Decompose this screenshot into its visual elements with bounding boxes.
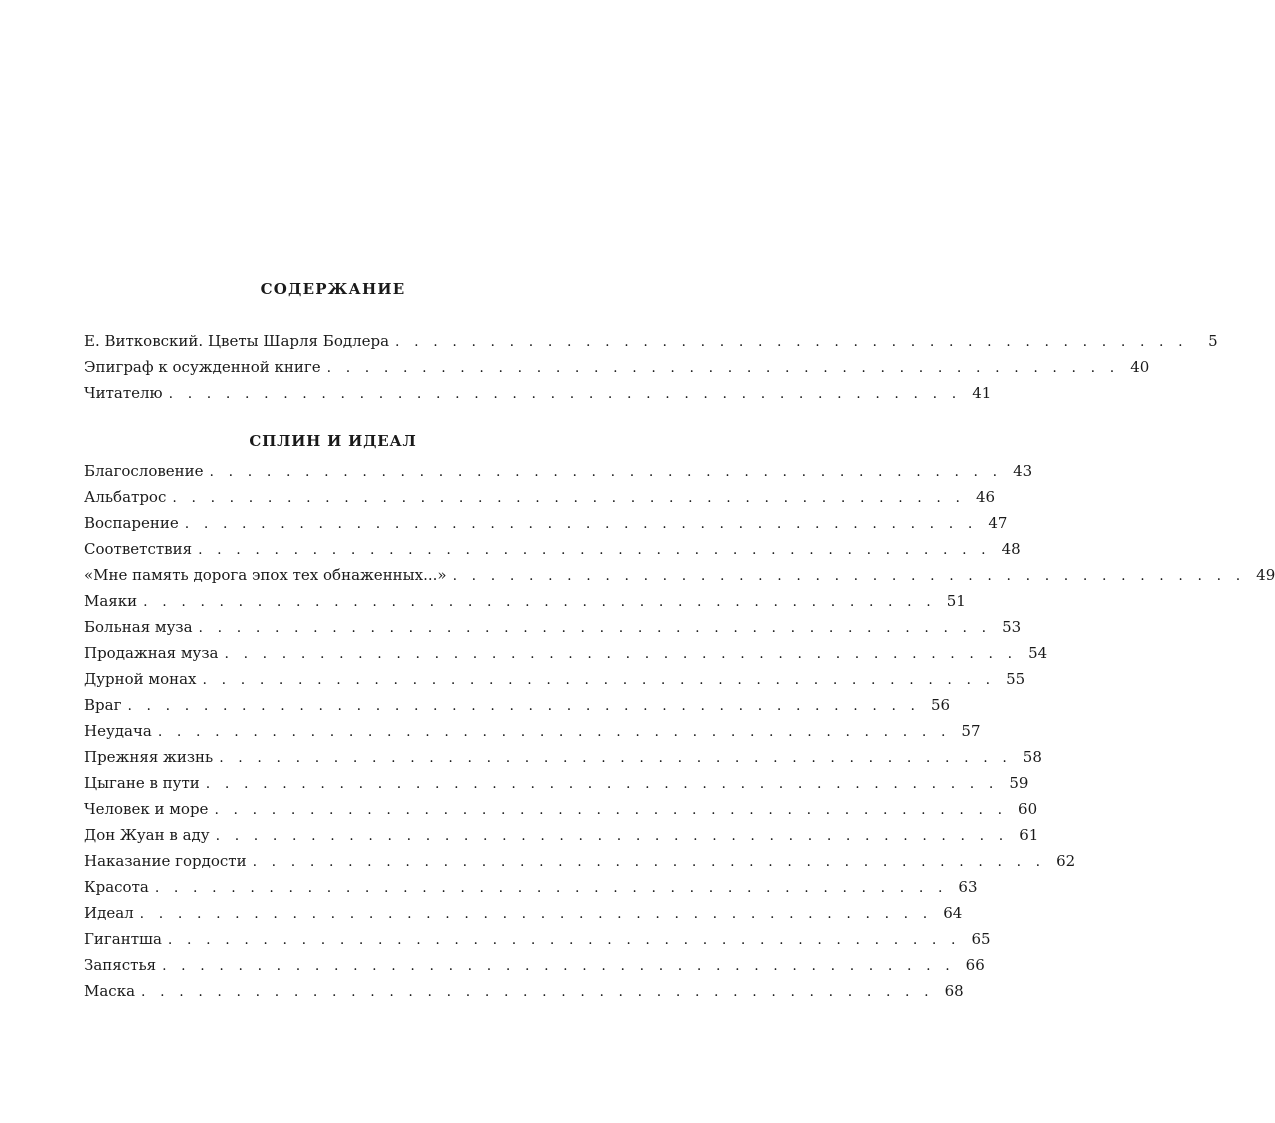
- toc-entry[interactable]: [84, 978, 964, 1004]
- dot-leader: . . . . . . . . . . . . . . . . . . . . . . . . . . . . . . . . . . . . . . . . . .: [209, 464, 1003, 480]
- dot-leader: . . . . . . . . . . . . . . . . . . . . . . . . . . . . . . . . . . . . . . . . . .: [157, 724, 951, 740]
- dot-leader: . . . . . . . . . . . . . . . . . . . . . . . . . . . . . . . . . . . . . . . . . .: [224, 646, 1018, 662]
- toc-entry-title: Альбатрос: [84, 488, 167, 506]
- toc-entry[interactable]: [84, 822, 1039, 848]
- toc-entry[interactable]: [84, 536, 1021, 562]
- dot-leader: . . . . . . . . . . . . . . . . . . . . . . . . . . . . . . . . . . . . . . . . . .: [395, 334, 1188, 350]
- dot-leader: . . . . . . . . . . . . . . . . . . . . . . . . . . . . . . . . . . . . . . . . . .: [143, 594, 936, 610]
- toc-entry-page-number: 58: [1022, 748, 1042, 766]
- toc-entry-title: Человек и море: [84, 800, 209, 818]
- toc-entry[interactable]: [84, 562, 1275, 588]
- toc-entry-page-number: 60: [1018, 800, 1038, 818]
- toc-entry-title: Враг: [84, 696, 122, 714]
- toc-entry[interactable]: [84, 718, 981, 744]
- toc-entry[interactable]: [84, 666, 1026, 692]
- toc-entry-title: Больная муза: [84, 618, 193, 636]
- toc-entry-page-number: 59: [1009, 774, 1029, 792]
- toc-entry[interactable]: [84, 848, 1076, 874]
- dot-leader: . . . . . . . . . . . . . . . . . . . . . . . . . . . . . . . . . . . . . . . . . .: [162, 958, 955, 974]
- toc-entry[interactable]: [84, 510, 1008, 536]
- toc-entry-page-number: 64: [943, 904, 963, 922]
- dot-leader: . . . . . . . . . . . . . . . . . . . . . . . . . . . . . . . . . . . . . . . . . .: [172, 490, 966, 506]
- toc-entry[interactable]: [84, 874, 978, 900]
- front-matter-list: [84, 328, 1218, 406]
- toc-entry-title: Читателю: [84, 384, 163, 402]
- dot-leader: . . . . . . . . . . . . . . . . . . . . . . . . . . . . . . . . . . . . . . . . . .: [202, 672, 996, 688]
- toc-entry-title: Продажная муза: [84, 644, 219, 662]
- toc-entry[interactable]: [84, 614, 1022, 640]
- dot-leader: . . . . . . . . . . . . . . . . . . . . . . . . . . . . . . . . . . . . . . . . . .: [198, 542, 991, 558]
- toc-entry-title: Неудача: [84, 722, 152, 740]
- dot-leader: . . . . . . . . . . . . . . . . . . . . . . . . . . . . . . . . . . . . . . . . . .: [184, 516, 978, 532]
- dot-leader: . . . . . . . . . . . . . . . . . . . . . . . . . . . . . . . . . . . . . . . . . .: [326, 360, 1120, 376]
- dot-leader: . . . . . . . . . . . . . . . . . . . . . . . . . . . . . . . . . . . . . . . . . .: [139, 906, 933, 922]
- toc-entry[interactable]: [84, 744, 1042, 770]
- dot-leader: . . . . . . . . . . . . . . . . . . . . . . . . . . . . . . . . . . . . . . . . . .: [215, 828, 1009, 844]
- toc-entry[interactable]: [84, 484, 996, 510]
- toc-entry-page-number: 57: [961, 722, 981, 740]
- section-title: СПЛИН И ИДЕАЛ: [249, 432, 417, 450]
- toc-entry-title: Гигантша: [84, 930, 162, 948]
- toc-entry-page-number: 63: [958, 878, 978, 896]
- toc-entry-title: Благословение: [84, 462, 204, 480]
- toc-entry[interactable]: [84, 640, 1048, 666]
- toc-entry-page-number: 41: [972, 384, 992, 402]
- toc-entry-page-number: 54: [1028, 644, 1048, 662]
- toc-entry-title: Эпиграф к осужденной книге: [84, 358, 321, 376]
- dot-leader: . . . . . . . . . . . . . . . . . . . . . . . . . . . . . . . . . . . . . . . . . .: [154, 880, 948, 896]
- toc-entry-title: Прежняя жизнь: [84, 748, 214, 766]
- toc-entry[interactable]: [84, 926, 991, 952]
- toc-entry-title: Цыгане в пути: [84, 774, 200, 792]
- dot-leader: . . . . . . . . . . . . . . . . . . . . . . . . . . . . . . . . . . . . . . . . . .: [205, 776, 999, 792]
- toc-entry-title: Наказание гордости: [84, 852, 247, 870]
- toc-entry[interactable]: [84, 952, 985, 978]
- toc-entry[interactable]: [84, 380, 992, 406]
- toc-entry-page-number: 51: [946, 592, 966, 610]
- dot-leader: . . . . . . . . . . . . . . . . . . . . . . . . . . . . . . . . . . . . . . . . . .: [141, 984, 934, 1000]
- toc-entry-title: Е. Витковский. Цветы Шарля Бодлера: [84, 332, 390, 350]
- dot-leader: . . . . . . . . . . . . . . . . . . . . . . . . . . . . . . . . . . . . . . . . . .: [167, 932, 961, 948]
- toc-entry-title: Красота: [84, 878, 149, 896]
- toc-entry-page-number: 43: [1013, 462, 1033, 480]
- toc-entry-title: Запястья: [84, 956, 157, 974]
- toc-entry-page-number: 62: [1056, 852, 1076, 870]
- dot-leader: . . . . . . . . . . . . . . . . . . . . . . . . . . . . . . . . . . . . . . . . . .: [198, 620, 992, 636]
- toc-entry[interactable]: [84, 900, 963, 926]
- toc-entry[interactable]: [84, 328, 1218, 354]
- toc-entry-page-number: 47: [988, 514, 1008, 532]
- toc-entry[interactable]: [84, 588, 966, 614]
- page-title: СОДЕРЖАНИЕ: [260, 280, 406, 298]
- toc-entry-title: Маяки: [84, 592, 138, 610]
- toc-entry-page-number: 68: [944, 982, 964, 1000]
- toc-entry-title: Идеал: [84, 904, 134, 922]
- toc-entry-title: Соответствия: [84, 540, 193, 558]
- toc-entry-title: Дон Жуан в аду: [84, 826, 210, 844]
- toc-entry-title: Маска: [84, 982, 136, 1000]
- dot-leader: . . . . . . . . . . . . . . . . . . . . . . . . . . . . . . . . . . . . . . . . . .: [452, 568, 1246, 584]
- toc-entry-page-number: 46: [975, 488, 996, 506]
- toc-entry-page-number: 55: [1006, 670, 1026, 688]
- toc-entry[interactable]: [84, 796, 1038, 822]
- toc-entry-page-number: 61: [1019, 826, 1039, 844]
- dot-leader: . . . . . . . . . . . . . . . . . . . . . . . . . . . . . . . . . . . . . . . . . .: [127, 698, 921, 714]
- toc-entry-title: Воспарение: [84, 514, 179, 532]
- toc-entry-page-number: 66: [965, 956, 985, 974]
- toc-entry-page-number: 48: [1001, 540, 1021, 558]
- toc-entry-title: Дурной монах: [84, 670, 197, 688]
- toc-entry-title: «Мне память дорога эпох тех обнаженных...»: [84, 566, 447, 584]
- dot-leader: . . . . . . . . . . . . . . . . . . . . . . . . . . . . . . . . . . . . . . . . . .: [214, 802, 1008, 818]
- toc-entry-page-number: 65: [971, 930, 991, 948]
- section-entries-list: [84, 458, 1275, 1004]
- toc-entry-page-number: 53: [1002, 618, 1022, 636]
- dot-leader: . . . . . . . . . . . . . . . . . . . . . . . . . . . . . . . . . . . . . . . . . .: [252, 854, 1046, 870]
- toc-entry-page-number: 40: [1130, 358, 1150, 376]
- dot-leader: . . . . . . . . . . . . . . . . . . . . . . . . . . . . . . . . . . . . . . . . . .: [219, 750, 1012, 766]
- toc-entry[interactable]: [84, 458, 1033, 484]
- toc-entry-page-number: 5: [1208, 332, 1218, 350]
- toc-entry[interactable]: [84, 354, 1150, 380]
- toc-entry[interactable]: [84, 770, 1029, 796]
- toc-entry-page-number: 56: [931, 696, 951, 714]
- toc-entry[interactable]: [84, 692, 951, 718]
- toc-entry-page-number: 49: [1256, 566, 1275, 584]
- dot-leader: . . . . . . . . . . . . . . . . . . . . . . . . . . . . . . . . . . . . . . . . . .: [168, 386, 962, 402]
